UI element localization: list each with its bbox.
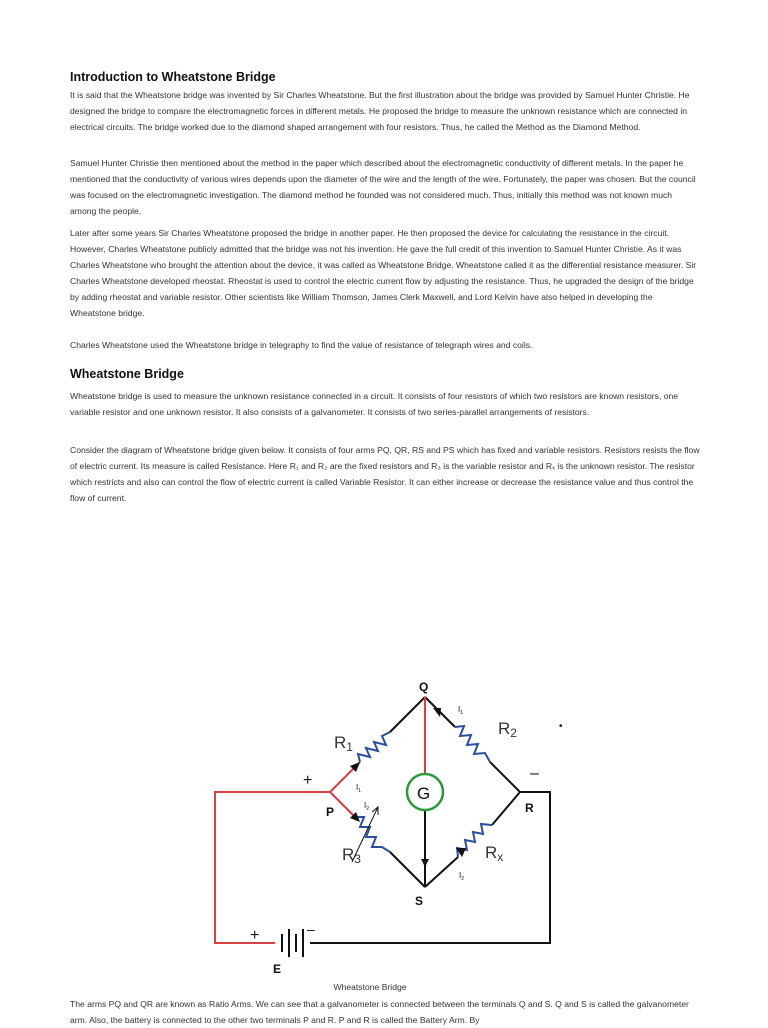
wheatstone-bridge-figure bbox=[200, 672, 580, 1002]
current-arrow-icon bbox=[421, 859, 429, 867]
battery-minus: – bbox=[307, 921, 315, 937]
resistor-label-r2: R2 bbox=[498, 719, 517, 740]
battery-icon bbox=[282, 929, 303, 957]
paragraph: The arms PQ and QR are known as Ratio Arms. We can see that a galvanometer is connected between the terminals Q and S. Q and S is called the galvanometer arm. Also, the battery is connected to the other two terminals P and R. P and R is called the Battery Arm. By bbox=[70, 999, 689, 1026]
resistor-label-rx: Rx bbox=[485, 843, 504, 864]
section-heading-introduction: Introduction to Wheatstone Bridge bbox=[70, 70, 276, 84]
circuit-diagram bbox=[200, 672, 580, 982]
paragraph: Charles Wheatstone used the Wheatstone bridge in telegraphy to find the value of resistance of telegraph wires and coils. bbox=[70, 340, 533, 350]
paragraph: Wheatstone bridge is used to measure the unknown resistance connected in a circuit. It consists of four resistors of which two resistors are known resistors, one variable resistor and one unknown resistor. It also consists of a galvanometer. It consists of two series-parallel arrangements of resistors. bbox=[70, 391, 679, 418]
paragraph: Later after some years Sir Charles Wheatstone proposed the bridge in another paper. He then proposed the device for calculating the resistance in the circuit. However, Charles Wheatstone publicly admitted that the bridge was not his invention. He gave the full credit of this invention to Samuel Hunter Christie. As it was Charles Wheatstone who brought the attention about the device, it was called as Wheatstone Bridge. Wheatstone called it as the differential resistance measurer. Sir Charles Wheatstone developed rheostat. Rheostat is used to control the electric current flow by adjusting the resistance. Thus, he upgraded the design of the bridge by adding rheostat and variable resistor. Other scientists like William Thomson, James Clerk Maxwell, and Lord Kelvin have also helped in developing the Wheatstone bridge. bbox=[70, 228, 697, 319]
paragraph: Samuel Hunter Christie then mentioned about the method in the paper which described about the electromagnetic conductivity of different metals. In the paper he mentioned that the conductivity of various wires depends upon the diameter of the wire and the length of the wire. Fortunately, the paper was chosen. But the council was focused on the electromagnetic investigation. The diamond method he founded was not considered much. Thus, initially this method was not known much among the people. bbox=[70, 158, 696, 217]
current-label: $I_2$ bbox=[364, 801, 370, 812]
arm-rs-wire bbox=[425, 857, 458, 887]
section-heading-wheatstone-bridge: Wheatstone Bridge bbox=[70, 367, 184, 381]
polarity-minus: – bbox=[530, 765, 539, 782]
node-label-e: E bbox=[273, 962, 282, 976]
polarity-plus: + bbox=[303, 772, 313, 789]
node-label-q: Q bbox=[419, 680, 429, 694]
arm-pq-wire bbox=[390, 697, 425, 732]
arm-rs-wire bbox=[492, 792, 520, 825]
battery-plus: + bbox=[250, 927, 260, 944]
arm-ps-wire bbox=[390, 852, 425, 887]
paragraph: It is said that the Wheatstone bridge was invented by Sir Charles Wheatstone. But the first illustration about the bridge was provided by Samuel Hunter Christie. He designed the bridge to compare the electromagnetic forces in different metals. He proposed the bridge to measure the unknown resistance which are connected in electrical circuits. The bridge worked due to the diamond shaped arrangement with four resistors. Thus, he called the Method as the Diamond Method. bbox=[70, 90, 690, 133]
current-arrow-icon bbox=[433, 708, 441, 717]
resistor-r3 bbox=[355, 817, 390, 852]
galvanometer-label: G bbox=[417, 784, 431, 803]
resistor-label-r3: R3 bbox=[342, 845, 361, 866]
arm-qr-wire bbox=[490, 762, 520, 792]
wire-right-black bbox=[310, 792, 550, 943]
node-label-s: S bbox=[415, 894, 424, 908]
current-label: $I_1$ bbox=[356, 783, 362, 794]
paragraph: Consider the diagram of Wheatstone bridge given below. It consists of four arms PQ, QR, RS and PS which has fixed and variable resistors. Resistors resists the flow of electric current. Its measure is called Resistance. Here R₁ and R₂ are the fixed resistors and R₃ is the variable resistor and Rₓ is the unknown resistor. The resistor which restricts and also can control the flow of electric current is called Variable Resistor. It can either increase or decrease the resistance value and thus control the flow of current. bbox=[70, 445, 700, 504]
resistor-label-r1: R1 bbox=[334, 733, 353, 754]
current-label: $I_1$ bbox=[458, 705, 464, 716]
node-label-r: R bbox=[525, 801, 534, 815]
resistor-r2 bbox=[455, 726, 490, 762]
node-label-p: P bbox=[326, 805, 335, 819]
resistor-r1 bbox=[358, 732, 390, 762]
current-label: $I_2$ bbox=[459, 871, 465, 882]
figure-caption: Wheatstone Bridge bbox=[333, 982, 407, 992]
dot-mark: • bbox=[559, 721, 563, 732]
